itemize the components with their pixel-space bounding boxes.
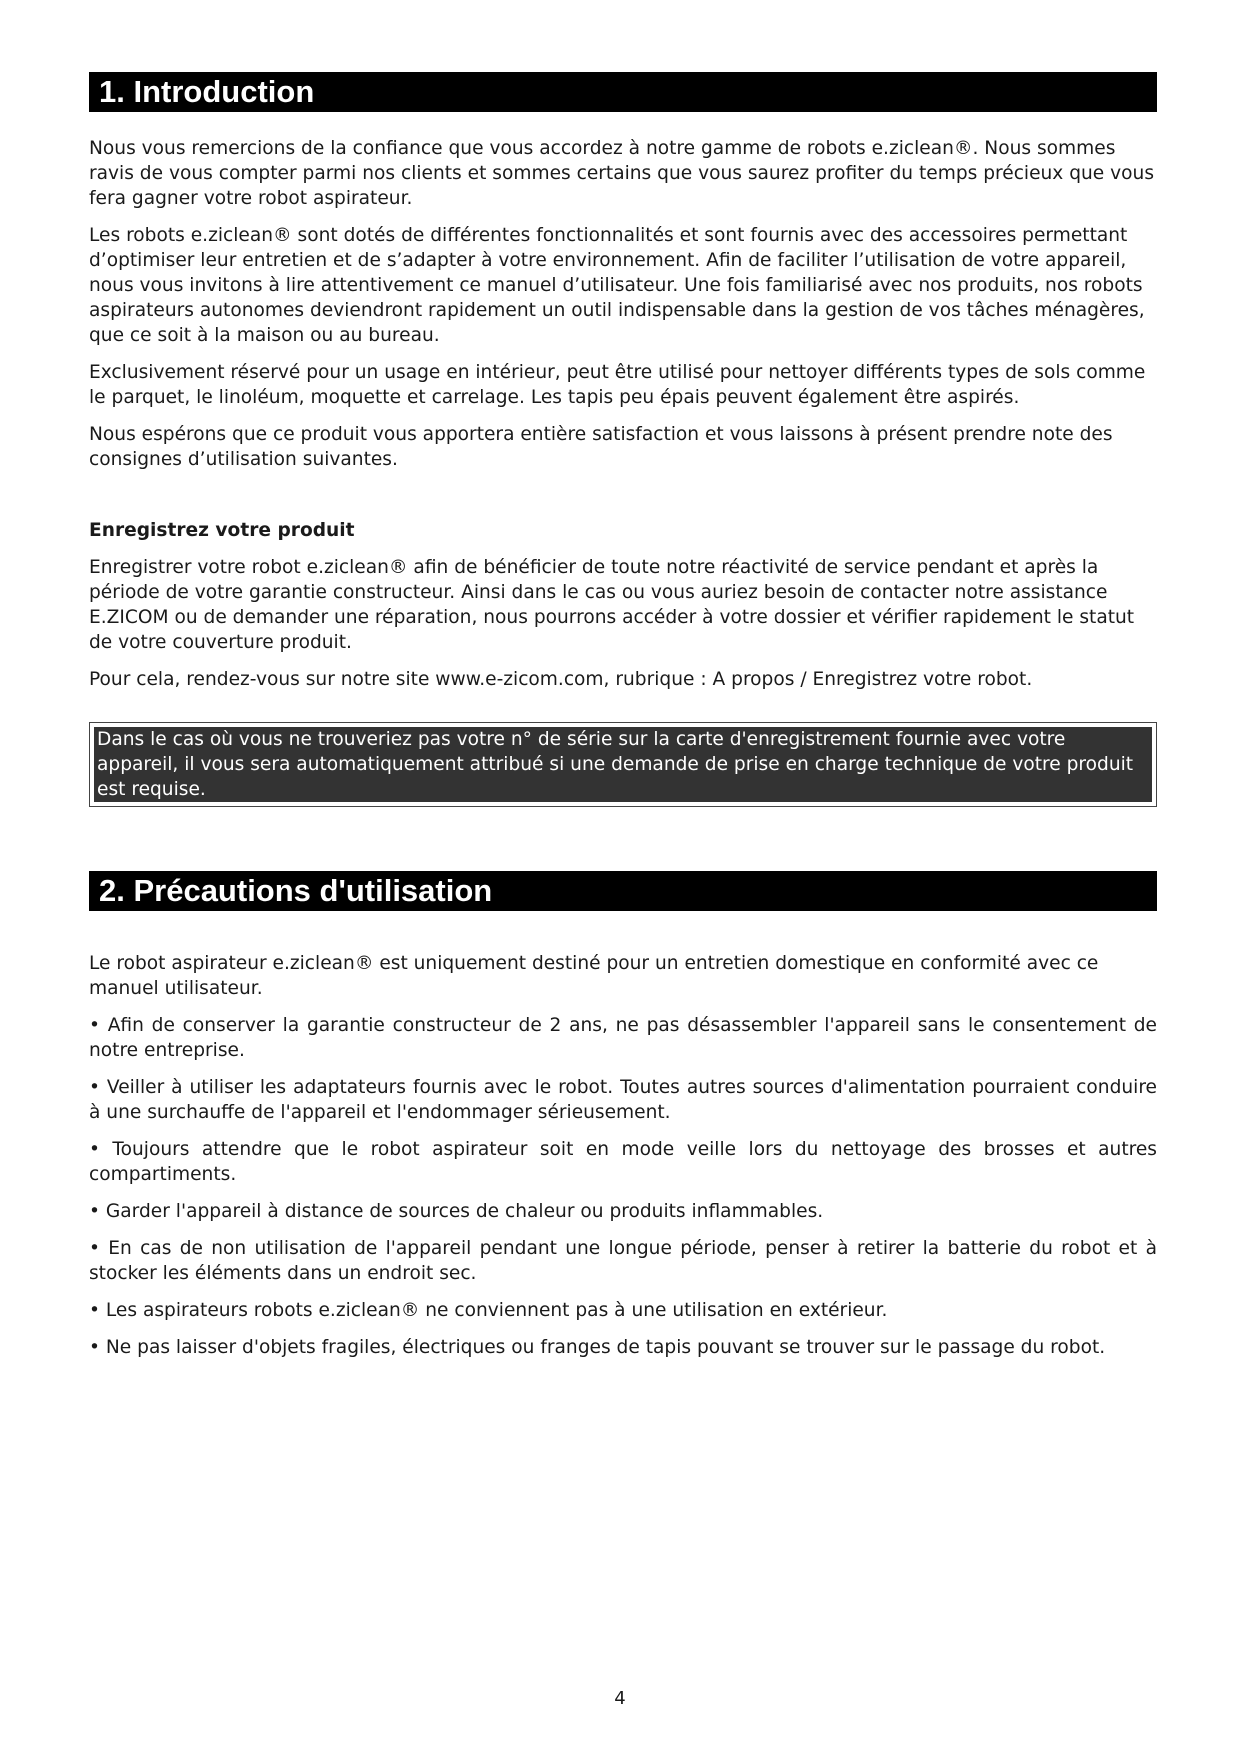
serial-number-notice-text: Dans le cas où vous ne trouveriez pas votre n° de série sur la carte d'enregistrement fournie avec votre appareil, il vous sera automatiquement attribué si une demande de prise en charge technique de votre produit est requise.: [94, 727, 1152, 802]
precaution-item: • Afin de conserver la garantie constructeur de 2 ans, ne pas désassembler l'appareil sans le consentement de notre entreprise.: [89, 1015, 1157, 1061]
register-heading: Enregistrez votre produit: [89, 520, 355, 541]
precaution-item: • Les aspirateurs robots e.ziclean® ne conviennent pas à une utilisation en extérieur.: [89, 1300, 888, 1321]
intro-paragraph-2: Les robots e.ziclean® sont dotés de différentes fonctionnalités et sont fournis avec des accessoires permettant d’optimiser leur entretien et de s’adapter à votre environnement. Afin de faciliter l’utilisation de votre appareil, nous vous invitons à lire attentivement ce manuel d’utilisateur. Une fois familiarisé avec nos produits, nos robots aspirateurs autonomes deviendront rapidement un outil indispensable dans la gestion de vos tâches ménagères, que ce soit à la maison ou au bureau.: [89, 225, 1145, 346]
intro-paragraph-3: Exclusivement réservé pour un usage en intérieur, peut être utilisé pour nettoyer différents types de sols comme le parquet, le linoléum, moquette et carrelage. Les tapis peu épais peuvent également être aspirés.: [89, 362, 1146, 408]
intro-paragraph-4: Nous espérons que ce produit vous apportera entière satisfaction et vous laissons à présent prendre note des consignes d’utilisation suivantes.: [89, 424, 1113, 470]
serial-number-notice: [89, 722, 1157, 807]
section-heading-introduction: 1. Introduction: [89, 72, 1157, 112]
precaution-item: • Garder l'appareil à distance de sources de chaleur ou produits inflammables.: [89, 1201, 824, 1222]
precautions-intro: Le robot aspirateur e.ziclean® est uniquement destiné pour un entretien domestique en conformité avec ce manuel utilisateur.: [89, 953, 1099, 999]
register-paragraph-2: Pour cela, rendez-vous sur notre site www.e-zicom.com, rubrique : A propos / Enregistrez votre robot.: [89, 669, 1033, 690]
register-paragraph-1: Enregistrer votre robot e.ziclean® afin de bénéficier de toute notre réactivité de service pendant et après la période de votre garantie constructeur. Ainsi dans le cas ou vous auriez besoin de contacter notre assistance E.ZICOM ou de demander une réparation, nous pourrons accéder à votre dossier et vérifier rapidement le statut de votre couverture produit.: [89, 557, 1135, 653]
precaution-item: • Toujours attendre que le robot aspirateur soit en mode veille lors du nettoyage des brosses et autres compartiments.: [89, 1139, 1157, 1185]
page-number: 4: [614, 1688, 626, 1709]
precaution-item: • Ne pas laisser d'objets fragiles, électriques ou franges de tapis pouvant se trouver sur le passage du robot.: [89, 1337, 1106, 1358]
precaution-item: • Veiller à utiliser les adaptateurs fournis avec le robot. Toutes autres sources d'alimentation pourraient conduire à une surchauffe de l'appareil et l'endommager sérieusement.: [89, 1077, 1157, 1123]
precaution-item: • En cas de non utilisation de l'appareil pendant une longue période, penser à retirer la batterie du robot et à stocker les éléments dans un endroit sec.: [89, 1238, 1157, 1284]
section-heading-precautions: 2. Précautions d'utilisation: [89, 871, 1157, 911]
intro-paragraph-1: Nous vous remercions de la confiance que vous accordez à notre gamme de robots e.ziclean®. Nous sommes ravis de vous compter parmi nos clients et sommes certains que vous saurez profiter du temps précieux que vous fera gagner votre robot aspirateur.: [89, 138, 1155, 209]
page-content: [89, 72, 1157, 1372]
